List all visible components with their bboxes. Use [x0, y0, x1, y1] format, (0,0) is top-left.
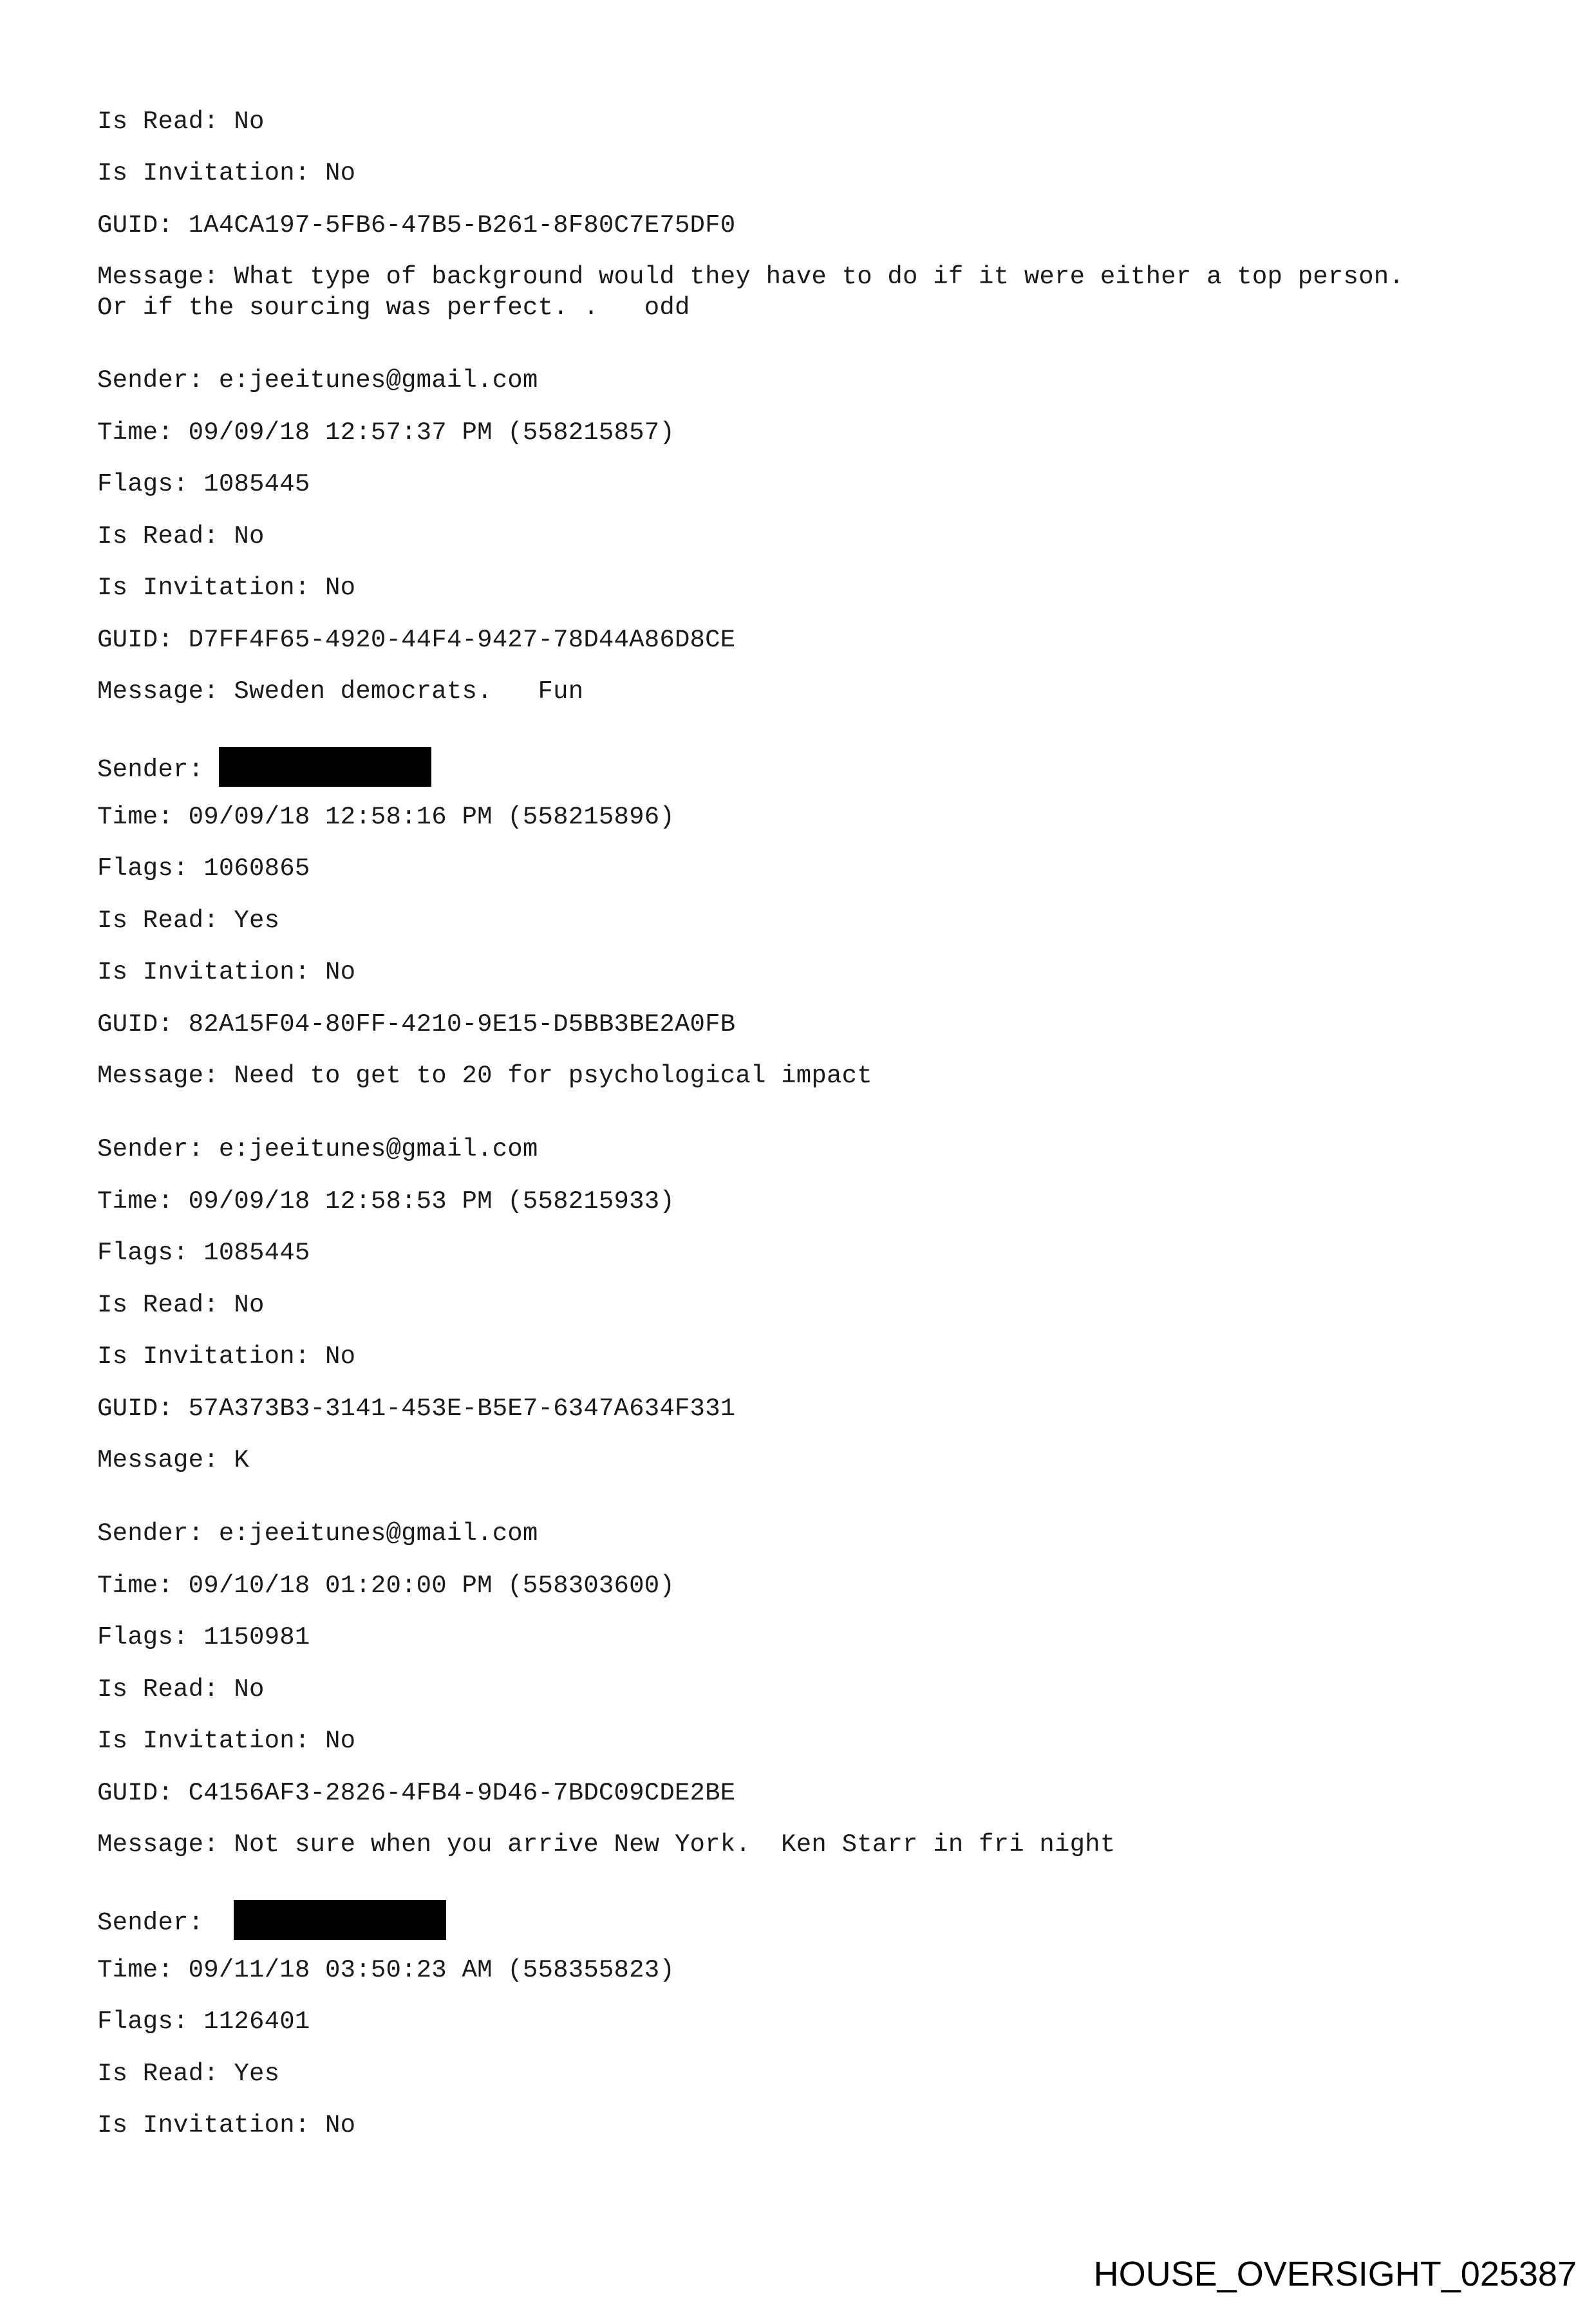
- sender-field: Sender: e:jeeitunes@gmail.com: [97, 366, 538, 395]
- message-field: Message: Sweden democrats. Fun: [97, 677, 584, 706]
- sender-field: Sender: e:jeeitunes@gmail.com: [97, 1519, 538, 1548]
- is-invitation-field: Is Invitation: No: [97, 2111, 356, 2139]
- flags-field: Flags: 1085445: [97, 470, 310, 498]
- is-read-field: Is Read: No: [97, 522, 265, 550]
- time-field: Time: 09/09/18 12:58:53 PM (558215933): [97, 1187, 675, 1216]
- is-read-field: Is Read: No: [97, 1675, 265, 1704]
- guid-field: GUID: 57A373B3-3141-453E-B5E7-6347A634F331: [97, 1395, 736, 1423]
- time-field: Time: 09/11/18 03:50:23 AM (558355823): [97, 1956, 675, 1984]
- flags-field: Flags: 1126401: [97, 2007, 310, 2036]
- guid-field: GUID: C4156AF3-2826-4FB4-9D46-7BDC09CDE2BE: [97, 1779, 736, 1807]
- is-read-field: Is Read: No: [97, 1291, 265, 1319]
- message-field: Message: Not sure when you arrive New York. Ken Starr in fri night: [97, 1830, 1116, 1859]
- time-field: Time: 09/09/18 12:57:37 PM (558215857): [97, 418, 675, 447]
- message-field-continuation: Or if the sourcing was perfect. . odd: [97, 294, 690, 322]
- sender-field: Sender: e:jeeitunes@gmail.com: [97, 1135, 538, 1163]
- is-invitation-field: Is Invitation: No: [97, 958, 356, 986]
- is-invitation-field: Is Invitation: No: [97, 159, 356, 187]
- message-field: Message: K: [97, 1446, 250, 1474]
- message-field: Message: What type of background would they have to do if it were either a top person.: [97, 263, 1404, 291]
- guid-field: GUID: 82A15F04-80FF-4210-9E15-D5BB3BE2A0FB: [97, 1010, 736, 1039]
- sender-field: [97, 749, 431, 789]
- is-invitation-field: Is Invitation: No: [97, 1342, 356, 1371]
- is-invitation-field: Is Invitation: No: [97, 574, 356, 602]
- bates-number: HOUSE_OVERSIGHT_025387: [1093, 2255, 1577, 2293]
- is-read-field: Is Read: Yes: [97, 907, 280, 935]
- is-read-field: Is Read: No: [97, 108, 265, 136]
- sender-label: Sender:: [97, 755, 204, 784]
- is-invitation-field: Is Invitation: No: [97, 1727, 356, 1755]
- time-field: Time: 09/10/18 01:20:00 PM (558303600): [97, 1572, 675, 1600]
- redaction-block: [234, 1900, 446, 1940]
- redaction-block: [219, 747, 431, 787]
- guid-field: GUID: D7FF4F65-4920-44F4-9427-78D44A86D8CE: [97, 626, 736, 654]
- sender-field: [97, 1903, 446, 1942]
- time-field: Time: 09/09/18 12:58:16 PM (558215896): [97, 803, 675, 831]
- flags-field: Flags: 1060865: [97, 854, 310, 883]
- flags-field: Flags: 1085445: [97, 1239, 310, 1267]
- guid-field: GUID: 1A4CA197-5FB6-47B5-B261-8F80C7E75DF0: [97, 211, 736, 240]
- sender-label: Sender:: [97, 1908, 204, 1937]
- is-read-field: Is Read: Yes: [97, 2060, 280, 2088]
- flags-field: Flags: 1150981: [97, 1623, 310, 1651]
- message-field: Message: Need to get to 20 for psychological impact: [97, 1062, 872, 1090]
